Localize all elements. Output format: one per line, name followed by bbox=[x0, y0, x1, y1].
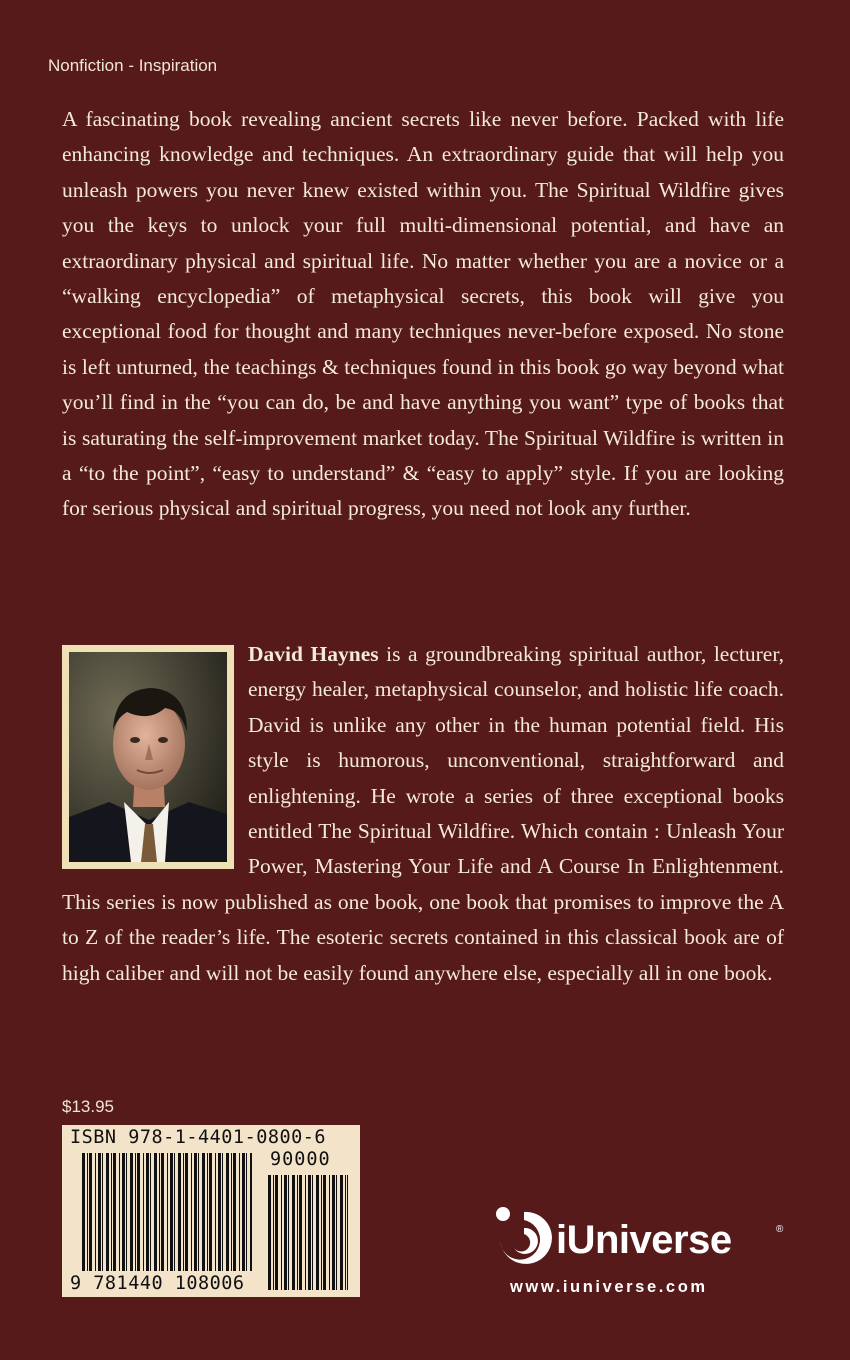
publisher-logo bbox=[494, 1204, 794, 1294]
barcode-addon-number: 90000 bbox=[270, 1149, 331, 1170]
barcode-ean-number: 9 781440 108006 bbox=[70, 1273, 245, 1294]
book-description: A fascinating book revealing ancient secrets like never before. Packed with life enhancing knowledge and techniques. An extraordinary guide that will help you unleash powers you never knew existed within you. The Spiritual Wildfire gives you the keys to unlock your full multi-dimensional potential, and have an extraordinary physical and spiritual life. No matter whether you are a novice or a “walking encyclopedia” of metaphysical secrets, this book will give you exceptional food for thought and many techniques never-before exposed. No stone is left unturned, the teachings & techniques found in this book go way beyond what you’ll find in the “you can do, be and have anything you want” type of books that is saturating the self-improvement market today. The Spiritual Wildfire is written in a “to the point”, “easy to understand” & “easy to apply” style. If you are looking for serious physical and spiritual progress, you need not look any further. bbox=[62, 107, 784, 521]
registered-mark: ® bbox=[776, 1224, 784, 1235]
author-bio-text: is a groundbreaking spiritual author, lecturer, energy healer, metaphysical counselor, and holistic life coach. David is unlike any other in the human potential field. His style is humorous, unconventional, straightforward and enlightening. He wrote a series of three exceptional books entitled The Spiritual Wildfire. Which contain : Unleash Your Power, Mastering Your Life and A Course In Enlightenment. This series is now published as one book, one book that promises to improve the A to Z of the reader’s life. The esoteric secrets contained in this classical book are of high caliber and will not be easily found anywhere else, especially all in one book. bbox=[62, 642, 784, 985]
category-label: Nonfiction - Inspiration bbox=[48, 56, 218, 75]
isbn-number: ISBN 978-1-4401-0800-6 bbox=[70, 1127, 327, 1148]
publisher-name: iUniverse bbox=[556, 1218, 732, 1262]
price: $13.95 bbox=[62, 1097, 114, 1116]
isbn-barcode bbox=[62, 1125, 360, 1297]
author-bio bbox=[62, 637, 784, 991]
publisher-url: www.iuniverse.com bbox=[510, 1278, 708, 1296]
author-name: David Haynes bbox=[248, 642, 379, 666]
iuniverse-swirl-icon bbox=[494, 1204, 554, 1274]
